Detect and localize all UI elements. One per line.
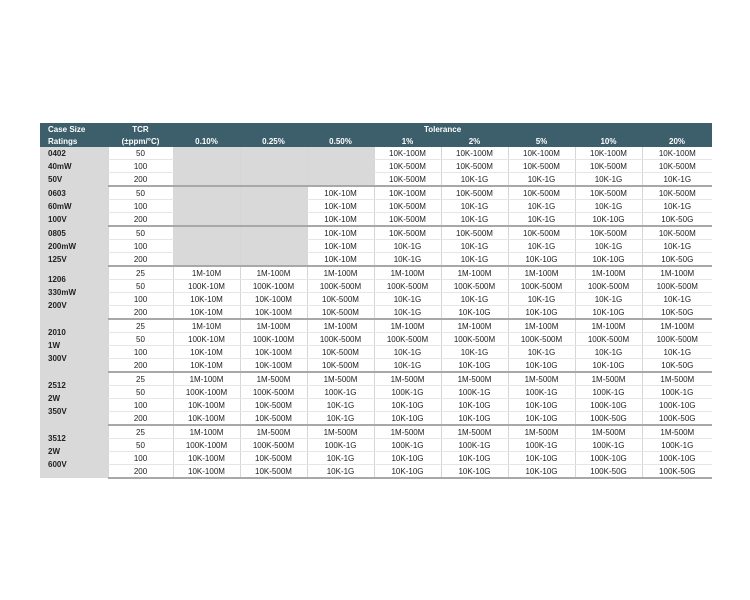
range-cell: 10K-10G [508,399,575,412]
range-cell: 100K-1G [575,386,642,399]
table-row [40,399,712,412]
case-size-cell [40,266,108,319]
tcr-cell: 100 [108,293,173,306]
range-cell: 100K-100M [240,333,307,346]
range-cell: 10K-1G [441,173,508,187]
case-size-label: 2512 [48,381,66,390]
tcr-cell: 50 [108,280,173,293]
range-cell: 10K-500M [642,160,712,173]
tcr-cell: 200 [108,173,173,187]
tcr-cell: 50 [108,439,173,452]
range-cell: 1M-500M [642,425,712,439]
range-cell: 10K-10G [508,465,575,479]
range-cell: 100K-1G [307,439,374,452]
range-cell: 100K-10G [575,452,642,465]
range-cell: 100K-50G [575,412,642,426]
range-cell: 100K-500M [441,333,508,346]
range-cell: 10K-1G [307,452,374,465]
range-cell: 10K-10G [575,253,642,267]
table-row [40,465,712,479]
range-cell: 1M-100M [240,319,307,333]
header-row-2 [40,135,712,147]
range-cell: 100K-1G [441,386,508,399]
range-cell: 10K-500M [374,226,441,240]
empty-cell [173,147,240,160]
range-cell: 10K-10M [173,359,240,373]
table-row [40,266,712,280]
range-cell: 10K-500M [575,160,642,173]
range-cell: 1M-100M [441,266,508,280]
range-cell: 10K-1G [441,240,508,253]
tolerance-column-header: 1% [374,135,441,147]
case-size-label: 3512 [48,434,66,443]
range-cell: 10K-10M [173,293,240,306]
range-cell: 10K-500M [307,293,374,306]
tcr-cell: 100 [108,399,173,412]
voltage-rating-label: 200V [48,301,67,310]
empty-cell [173,226,240,240]
range-cell: 10K-100M [441,147,508,160]
range-cell: 100K-500M [508,333,575,346]
case-size-label: 1206 [48,275,66,284]
range-cell: 100K-100M [173,386,240,399]
range-cell: 100K-500M [575,333,642,346]
tcr-cell: 200 [108,412,173,426]
range-cell: 10K-1G [575,240,642,253]
range-cell: 10K-1G [307,399,374,412]
range-cell: 1M-100M [374,266,441,280]
tolerance-header: Tolerance [173,123,712,135]
range-cell: 10K-1G [508,200,575,213]
table-row [40,439,712,452]
range-cell: 10K-1G [642,240,712,253]
range-cell: 10K-1G [508,240,575,253]
range-cell: 10K-10G [575,359,642,373]
case-size-cell [40,226,108,266]
case-size-label: 0402 [48,149,66,158]
table-row [40,293,712,306]
range-cell: 10K-10G [441,306,508,320]
table-row [40,319,712,333]
tcr-cell: 50 [108,186,173,200]
table-row [40,213,712,227]
range-cell: 10K-500M [642,186,712,200]
range-cell: 10K-10M [307,213,374,227]
range-cell: 1M-100M [374,319,441,333]
range-cell: 10K-500M [575,186,642,200]
range-cell: 100K-10M [173,333,240,346]
tcr-unit-header: (±ppm/°C) [108,135,173,147]
range-cell: 10K-1G [441,213,508,227]
range-cell: 10K-50G [642,306,712,320]
power-rating-label: 200mW [48,241,77,251]
power-rating-label: 1W [48,341,60,350]
header-row-1 [40,123,712,135]
range-cell: 10K-10G [441,412,508,426]
table-row [40,346,712,359]
range-cell: 10K-100M [240,359,307,373]
range-cell: 10K-100M [575,147,642,160]
voltage-rating-label: 300V [48,354,67,363]
range-cell: 100K-1G [575,439,642,452]
range-cell: 100K-10M [173,280,240,293]
range-cell: 1M-10M [173,319,240,333]
empty-cell [307,160,374,173]
tcr-cell: 50 [108,333,173,346]
tolerance-column-header: 5% [508,135,575,147]
range-cell: 1M-100M [240,266,307,280]
table-row [40,412,712,426]
empty-cell [173,186,240,200]
range-cell: 10K-1G [642,293,712,306]
range-cell: 10K-1G [374,293,441,306]
empty-cell [240,240,307,253]
range-cell: 10K-1G [508,213,575,227]
range-cell: 1M-500M [642,372,712,386]
range-cell: 100K-1G [374,439,441,452]
range-cell: 1M-500M [374,372,441,386]
power-rating-label: 40mW [48,162,72,171]
range-cell: 10K-10G [575,213,642,227]
tcr-cell: 100 [108,200,173,213]
range-cell: 10K-10G [441,465,508,479]
empty-cell [173,160,240,173]
range-cell: 10K-1G [508,293,575,306]
range-cell: 100K-500M [642,333,712,346]
range-cell: 10K-50G [642,213,712,227]
table-row [40,333,712,346]
range-cell: 1M-100M [575,319,642,333]
range-cell: 10K-10G [508,359,575,373]
voltage-rating-label: 600V [48,460,67,469]
tcr-cell: 200 [108,253,173,267]
tcr-cell: 25 [108,425,173,439]
ratings-header: Ratings [40,135,108,147]
table-row [40,386,712,399]
range-cell: 1M-100M [575,266,642,280]
range-cell: 100K-500M [374,333,441,346]
range-cell: 100K-10G [575,399,642,412]
range-cell: 10K-1G [508,173,575,187]
range-cell: 10K-100M [374,186,441,200]
range-cell: 10K-10G [508,306,575,320]
range-cell: 10K-500M [307,346,374,359]
range-cell: 100K-500M [642,280,712,293]
range-cell: 10K-1G [508,346,575,359]
range-cell: 1M-100M [307,319,374,333]
range-cell: 100K-1G [307,386,374,399]
tolerance-column-header: 0.50% [307,135,374,147]
range-cell: 10K-500M [642,226,712,240]
range-cell: 10K-1G [575,293,642,306]
tolerance-column-header: 0.25% [240,135,307,147]
table-row [40,359,712,373]
case-size-header: Case Size [40,123,108,135]
range-cell: 10K-100M [173,412,240,426]
range-cell: 100K-500M [575,280,642,293]
range-cell: 10K-500M [508,186,575,200]
range-cell: 100K-1G [642,386,712,399]
range-cell: 10K-10G [508,412,575,426]
range-cell: 10K-50G [642,253,712,267]
range-cell: 10K-10G [441,359,508,373]
table-row [40,253,712,267]
table-row [40,186,712,200]
range-cell: 10K-10M [307,226,374,240]
tcr-cell: 25 [108,372,173,386]
range-cell: 10K-10G [441,399,508,412]
range-cell: 10K-1G [374,240,441,253]
power-rating-label: 330mW [48,288,77,297]
range-cell: 100K-1G [441,439,508,452]
case-size-cell [40,319,108,372]
range-cell: 10K-500M [441,186,508,200]
range-cell: 10K-1G [441,200,508,213]
tcr-cell: 200 [108,213,173,227]
empty-cell [173,240,240,253]
range-cell: 1M-500M [307,372,374,386]
range-cell: 10K-1G [642,173,712,187]
empty-cell [240,253,307,267]
range-cell: 100K-1G [374,386,441,399]
range-cell: 10K-500M [240,412,307,426]
tcr-cell: 200 [108,465,173,479]
range-cell: 100K-500M [240,439,307,452]
tolerance-column-header: 10% [575,135,642,147]
range-cell: 10K-100M [173,465,240,479]
range-cell: 10K-100M [508,147,575,160]
table-row [40,306,712,320]
empty-cell [240,213,307,227]
range-cell: 1M-500M [441,425,508,439]
range-cell: 10K-100M [374,147,441,160]
table-row [40,425,712,439]
range-cell: 10K-500M [374,213,441,227]
range-cell: 10K-500M [575,226,642,240]
range-cell: 100K-1G [642,439,712,452]
range-cell: 100K-500M [441,280,508,293]
range-cell: 10K-10G [374,412,441,426]
tcr-header: TCR [108,123,173,135]
tolerance-column-header: 2% [441,135,508,147]
tcr-cell: 200 [108,359,173,373]
range-cell: 10K-1G [374,306,441,320]
tcr-cell: 25 [108,319,173,333]
case-size-cell [40,147,108,186]
voltage-rating-label: 350V [48,407,67,416]
range-cell: 1M-500M [508,372,575,386]
range-cell: 10K-500M [307,359,374,373]
range-cell: 10K-500M [374,160,441,173]
voltage-rating-label: 50V [48,175,63,184]
case-size-cell [40,186,108,226]
range-cell: 1M-500M [575,372,642,386]
tcr-cell: 100 [108,452,173,465]
range-cell: 1M-500M [240,425,307,439]
range-cell: 10K-100M [240,293,307,306]
range-cell: 1M-100M [642,319,712,333]
table-body [40,147,712,478]
table-row [40,226,712,240]
range-cell: 1M-100M [441,319,508,333]
range-cell: 10K-10M [307,186,374,200]
range-cell: 10K-100M [173,452,240,465]
table-row [40,147,712,160]
range-cell: 100K-50G [642,465,712,479]
tcr-cell: 100 [108,160,173,173]
range-cell: 100K-500M [508,280,575,293]
range-cell: 10K-10G [374,465,441,479]
empty-cell [173,200,240,213]
range-cell: 10K-10G [441,452,508,465]
empty-cell [240,147,307,160]
range-cell: 100K-500M [374,280,441,293]
range-cell: 10K-500M [508,160,575,173]
voltage-rating-label: 100V [48,214,67,224]
tcr-cell: 200 [108,306,173,320]
range-cell: 1M-100M [173,372,240,386]
range-cell: 100K-500M [307,280,374,293]
empty-cell [240,173,307,187]
range-cell: 10K-1G [374,359,441,373]
range-cell: 1M-500M [575,425,642,439]
table-row [40,200,712,213]
tcr-cell: 50 [108,226,173,240]
range-cell: 1M-500M [508,425,575,439]
range-cell: 10K-10M [173,346,240,359]
range-cell: 10K-10M [307,240,374,253]
range-cell: 100K-50G [575,465,642,479]
range-cell: 10K-500M [307,306,374,320]
table-row [40,372,712,386]
range-cell: 100K-10G [642,399,712,412]
range-cell: 10K-500M [240,465,307,479]
tcr-cell: 50 [108,386,173,399]
table-row [40,240,712,253]
range-cell: 1M-100M [173,425,240,439]
case-size-label: 0603 [48,188,66,198]
power-rating-label: 60mW [48,201,72,211]
tolerance-column-header: 0.10% [173,135,240,147]
range-cell: 10K-500M [240,399,307,412]
range-cell: 10K-10M [173,306,240,320]
range-cell: 100K-100M [240,280,307,293]
range-cell: 100K-1G [508,439,575,452]
range-cell: 10K-10G [374,399,441,412]
power-rating-label: 2W [48,447,60,456]
empty-cell [240,226,307,240]
table-row [40,280,712,293]
range-cell: 1M-500M [240,372,307,386]
table-row [40,173,712,187]
range-cell: 1M-500M [374,425,441,439]
range-cell: 10K-100M [173,399,240,412]
empty-cell [240,160,307,173]
case-size-label: 0805 [48,228,66,238]
range-cell: 10K-100M [240,306,307,320]
range-cell: 10K-10M [307,253,374,267]
range-cell: 10K-500M [374,173,441,187]
range-cell: 10K-100M [240,346,307,359]
range-cell: 1M-10M [173,266,240,280]
range-cell: 100K-10G [642,452,712,465]
range-cell: 10K-500M [441,160,508,173]
table-row [40,452,712,465]
range-cell: 10K-10G [508,452,575,465]
range-cell: 10K-1G [575,173,642,187]
range-cell: 10K-10M [307,200,374,213]
range-cell: 1M-500M [441,372,508,386]
range-cell: 10K-1G [307,412,374,426]
range-cell: 1M-100M [508,266,575,280]
range-cell: 10K-10G [374,452,441,465]
resistance-range-table [40,123,712,479]
empty-cell [307,147,374,160]
range-cell: 10K-1G [642,200,712,213]
range-cell: 100K-500M [307,333,374,346]
tcr-cell: 50 [108,147,173,160]
empty-cell [173,173,240,187]
range-cell: 1M-500M [307,425,374,439]
range-cell: 1M-100M [508,319,575,333]
range-cell: 10K-1G [307,465,374,479]
range-cell: 10K-1G [575,200,642,213]
empty-cell [173,253,240,267]
range-cell: 10K-500M [508,226,575,240]
tolerance-column-header: 20% [642,135,712,147]
range-cell: 100K-1G [508,386,575,399]
range-cell: 10K-500M [441,226,508,240]
range-cell: 100K-100M [173,439,240,452]
case-size-cell [40,372,108,425]
range-cell: 10K-1G [642,346,712,359]
range-cell: 10K-1G [441,253,508,267]
range-cell: 1M-100M [307,266,374,280]
range-cell: 10K-1G [575,346,642,359]
voltage-rating-label: 125V [48,254,67,264]
range-cell: 10K-100M [642,147,712,160]
range-cell: 10K-1G [374,253,441,267]
range-cell: 10K-1G [374,346,441,359]
range-cell: 10K-1G [441,293,508,306]
empty-cell [240,186,307,200]
tcr-cell: 25 [108,266,173,280]
case-size-cell [40,425,108,478]
range-cell: 10K-10G [508,253,575,267]
empty-cell [307,173,374,187]
range-cell: 10K-1G [441,346,508,359]
range-cell: 1M-100M [642,266,712,280]
tcr-cell: 100 [108,240,173,253]
range-cell: 100K-50G [642,412,712,426]
range-cell: 10K-50G [642,359,712,373]
range-cell: 10K-10G [575,306,642,320]
range-cell: 100K-500M [240,386,307,399]
range-cell: 10K-500M [374,200,441,213]
tcr-cell: 100 [108,346,173,359]
empty-cell [173,213,240,227]
empty-cell [240,200,307,213]
range-cell: 10K-500M [240,452,307,465]
case-size-label: 2010 [48,328,66,337]
power-rating-label: 2W [48,394,60,403]
table-row [40,160,712,173]
